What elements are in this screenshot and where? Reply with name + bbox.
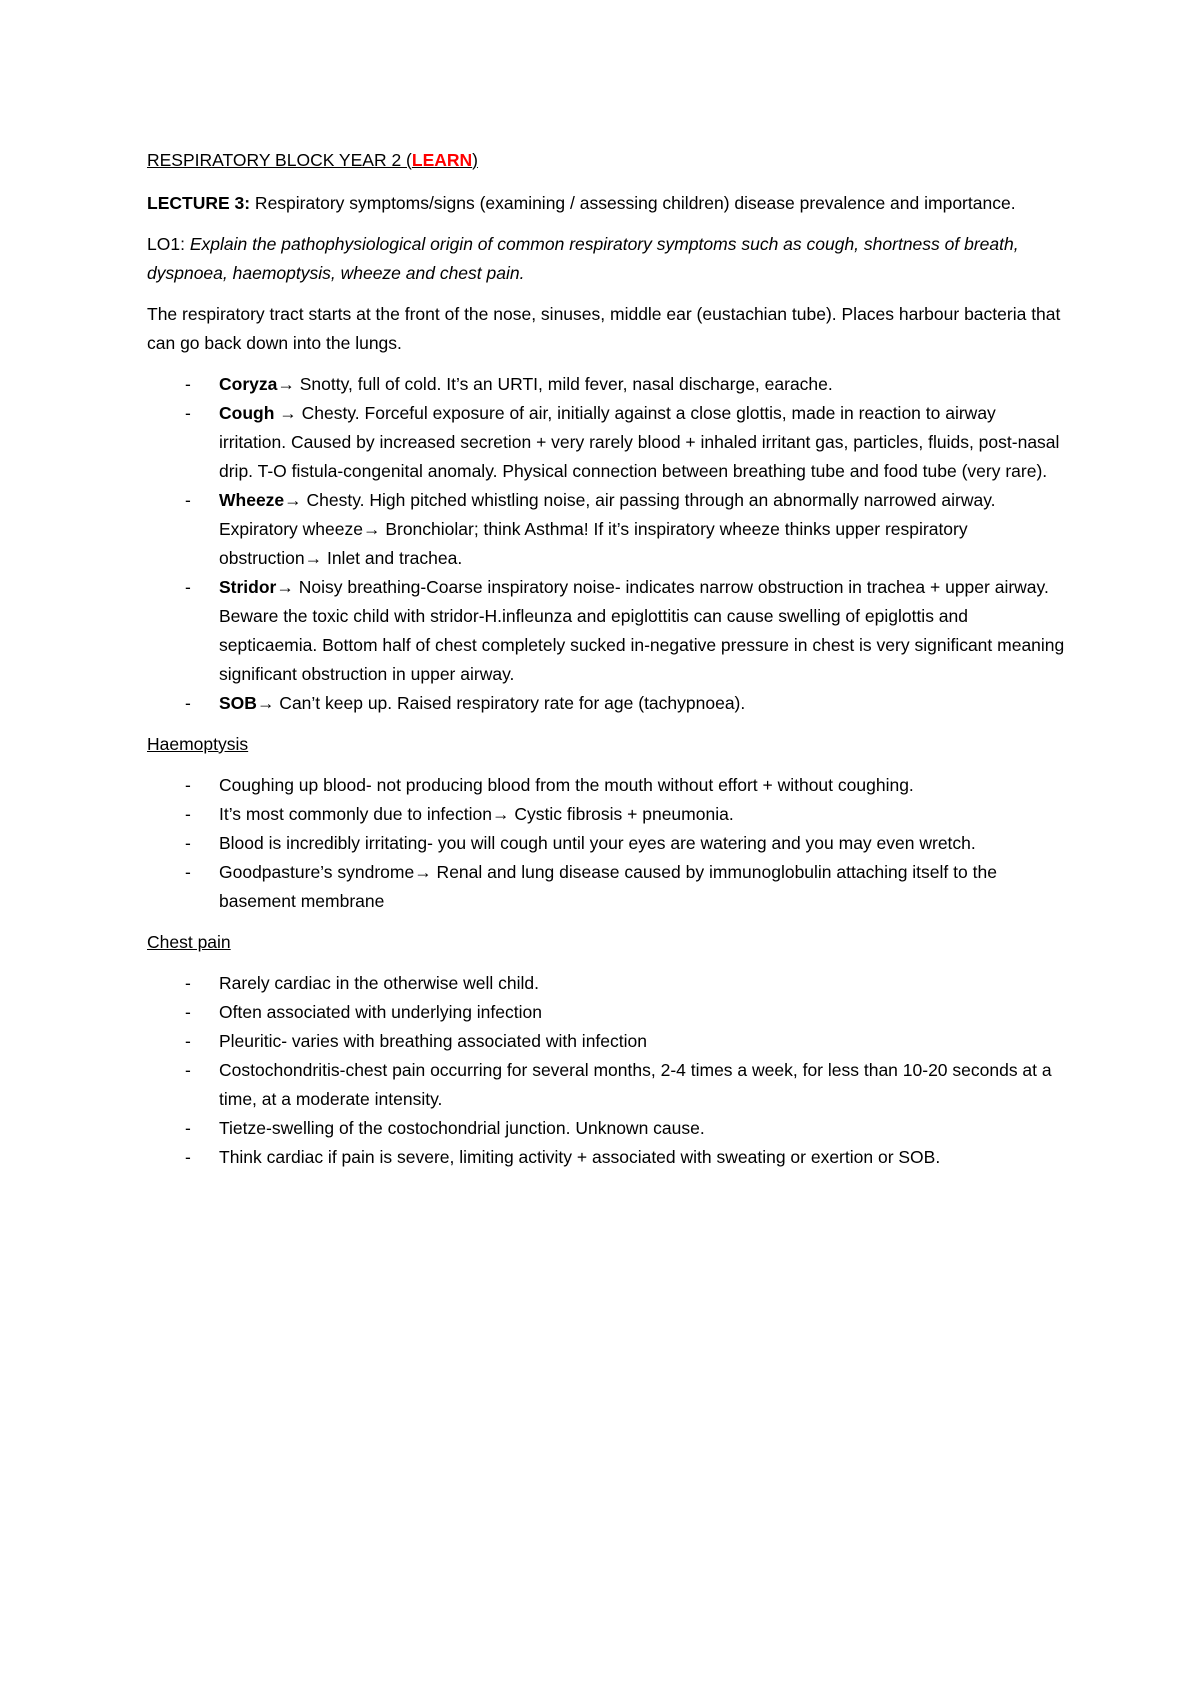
list-item <box>147 800 1067 829</box>
list-item-text: Think cardiac if pain is severe, limiting activity + associated with sweating or exertion or SOB. <box>219 1147 941 1167</box>
lecture-line <box>147 189 1067 218</box>
learning-objective <box>147 230 1067 288</box>
dash-bullet: - <box>185 403 191 423</box>
list-item <box>147 998 1067 1027</box>
list-item-text: Rarely cardiac in the otherwise well child. <box>219 973 539 993</box>
list-item-text: It’s most commonly due to infection→ Cystic fibrosis + pneumonia. <box>219 804 734 824</box>
dash-bullet: - <box>185 1002 191 1022</box>
symptom-term: Stridor <box>219 577 277 597</box>
lecture-text: Respiratory symptoms/signs (examining / assessing children) disease prevalence and importance. <box>250 193 1016 213</box>
list-item <box>147 1143 1067 1172</box>
document-page <box>147 146 1067 1184</box>
arrow-icon: → <box>256 693 275 713</box>
symptom-term: Coryza <box>219 374 278 394</box>
chest-pain-heading: Chest pain <box>147 932 231 952</box>
title-prefix: RESPIRATORY BLOCK YEAR 2 ( <box>147 150 412 170</box>
symptom-text: Noisy breathing-Coarse inspiratory noise- indicates narrow obstruction in trachea + upper airway. Beware the toxic child with stridor-H.infleunza and epiglottitis can cause swelling of epiglottis and septicaemia. Bottom half of chest completely sucked in-negative pressure in chest is very significant meaning significant obstruction in upper airway. <box>219 577 1065 684</box>
dash-bullet: - <box>185 804 191 824</box>
dash-bullet: - <box>185 1118 191 1138</box>
list-item <box>147 1056 1067 1114</box>
symptom-text: Chesty. Forceful exposure of air, initially against a close glottis, made in reaction to airway irritation. Caused by increased secretion + very rarely blood + inhaled irritant gas, particles, fluids, post-nasal drip. T-O fistula-congenital anomaly. Physical connection between breathing tube and food tube (very rare). <box>219 403 1060 481</box>
objective-text: Explain the pathophysiological origin of common respiratory symptoms such as cough, shortness of breath, dyspnoea, haemoptysis, wheeze and chest pain. <box>147 234 1019 283</box>
list-item <box>147 1027 1067 1056</box>
arrow-icon: → <box>276 577 294 597</box>
list-item <box>147 969 1067 998</box>
list-item <box>147 1114 1067 1143</box>
dash-bullet: - <box>185 1031 191 1051</box>
list-item <box>147 829 1067 858</box>
symptom-term: Cough <box>219 403 280 423</box>
list-item-text: Blood is incredibly irritating- you will cough until your eyes are watering and you may even wretch. <box>219 833 976 853</box>
dash-bullet: - <box>185 1060 191 1080</box>
dash-bullet: - <box>185 490 191 510</box>
title-suffix: ) <box>472 150 478 170</box>
document-title <box>147 146 1067 175</box>
symptom-text: Can’t keep up. Raised respiratory rate for age (tachypnoea). <box>274 693 746 713</box>
dash-bullet: - <box>185 775 191 795</box>
symptom-text: Chesty. High pitched whistling noise, air passing through an abnormally narrowed airway. Expiratory wheeze→ Bronchiolar; think Asthma! If it’s inspiratory wheeze thinks upper respiratory obstruction→ Inlet and trachea. <box>219 490 996 568</box>
list-item <box>147 573 1067 689</box>
list-item <box>147 370 1067 399</box>
lecture-label: LECTURE 3: <box>147 193 251 213</box>
dash-bullet: - <box>185 973 191 993</box>
haemoptysis-heading: Haemoptysis <box>147 734 249 754</box>
list-item <box>147 486 1067 573</box>
list-item-text: Pleuritic- varies with breathing associated with infection <box>219 1031 647 1051</box>
title-accent: LEARN <box>411 150 473 170</box>
dash-bullet: - <box>185 1147 191 1167</box>
dash-bullet: - <box>185 862 191 882</box>
dash-bullet: - <box>185 577 191 597</box>
list-item <box>147 771 1067 800</box>
objective-label: LO1: <box>147 234 185 254</box>
list-item-text: Often associated with underlying infection <box>219 1002 542 1022</box>
symptom-term: Wheeze <box>219 490 285 510</box>
dash-bullet: - <box>185 833 191 853</box>
symptom-text: Snotty, full of cold. It’s an URTI, mild fever, nasal discharge, earache. <box>294 374 833 394</box>
arrow-icon: → <box>277 374 295 394</box>
list-item <box>147 689 1067 718</box>
chest-pain-list <box>147 969 1067 1172</box>
symptom-term: SOB <box>219 693 257 713</box>
list-item <box>147 399 1067 486</box>
dash-bullet: - <box>185 693 191 713</box>
list-item-text: Costochondritis-chest pain occurring for several months, 2-4 times a week, for less than 10-20 seconds at a time, at a moderate intensity. <box>219 1060 1052 1109</box>
intro-paragraph: The respiratory tract starts at the front of the nose, sinuses, middle ear (eustachian tube). Places harbour bacteria that can go back down into the lungs. <box>147 304 1061 353</box>
list-item-text: Coughing up blood- not producing blood from the mouth without effort + without coughing. <box>219 775 914 795</box>
list-item-text: Tietze-swelling of the costochondrial junction. Unknown cause. <box>219 1118 705 1138</box>
haemoptysis-list <box>147 771 1067 916</box>
list-item-text: Goodpasture’s syndrome→ Renal and lung disease caused by immunoglobulin attaching itself to the basement membrane <box>219 862 997 911</box>
list-item <box>147 858 1067 916</box>
arrow-icon: → <box>279 403 297 423</box>
symptom-list <box>147 370 1067 718</box>
arrow-icon: → <box>284 490 302 510</box>
dash-bullet: - <box>185 374 191 394</box>
